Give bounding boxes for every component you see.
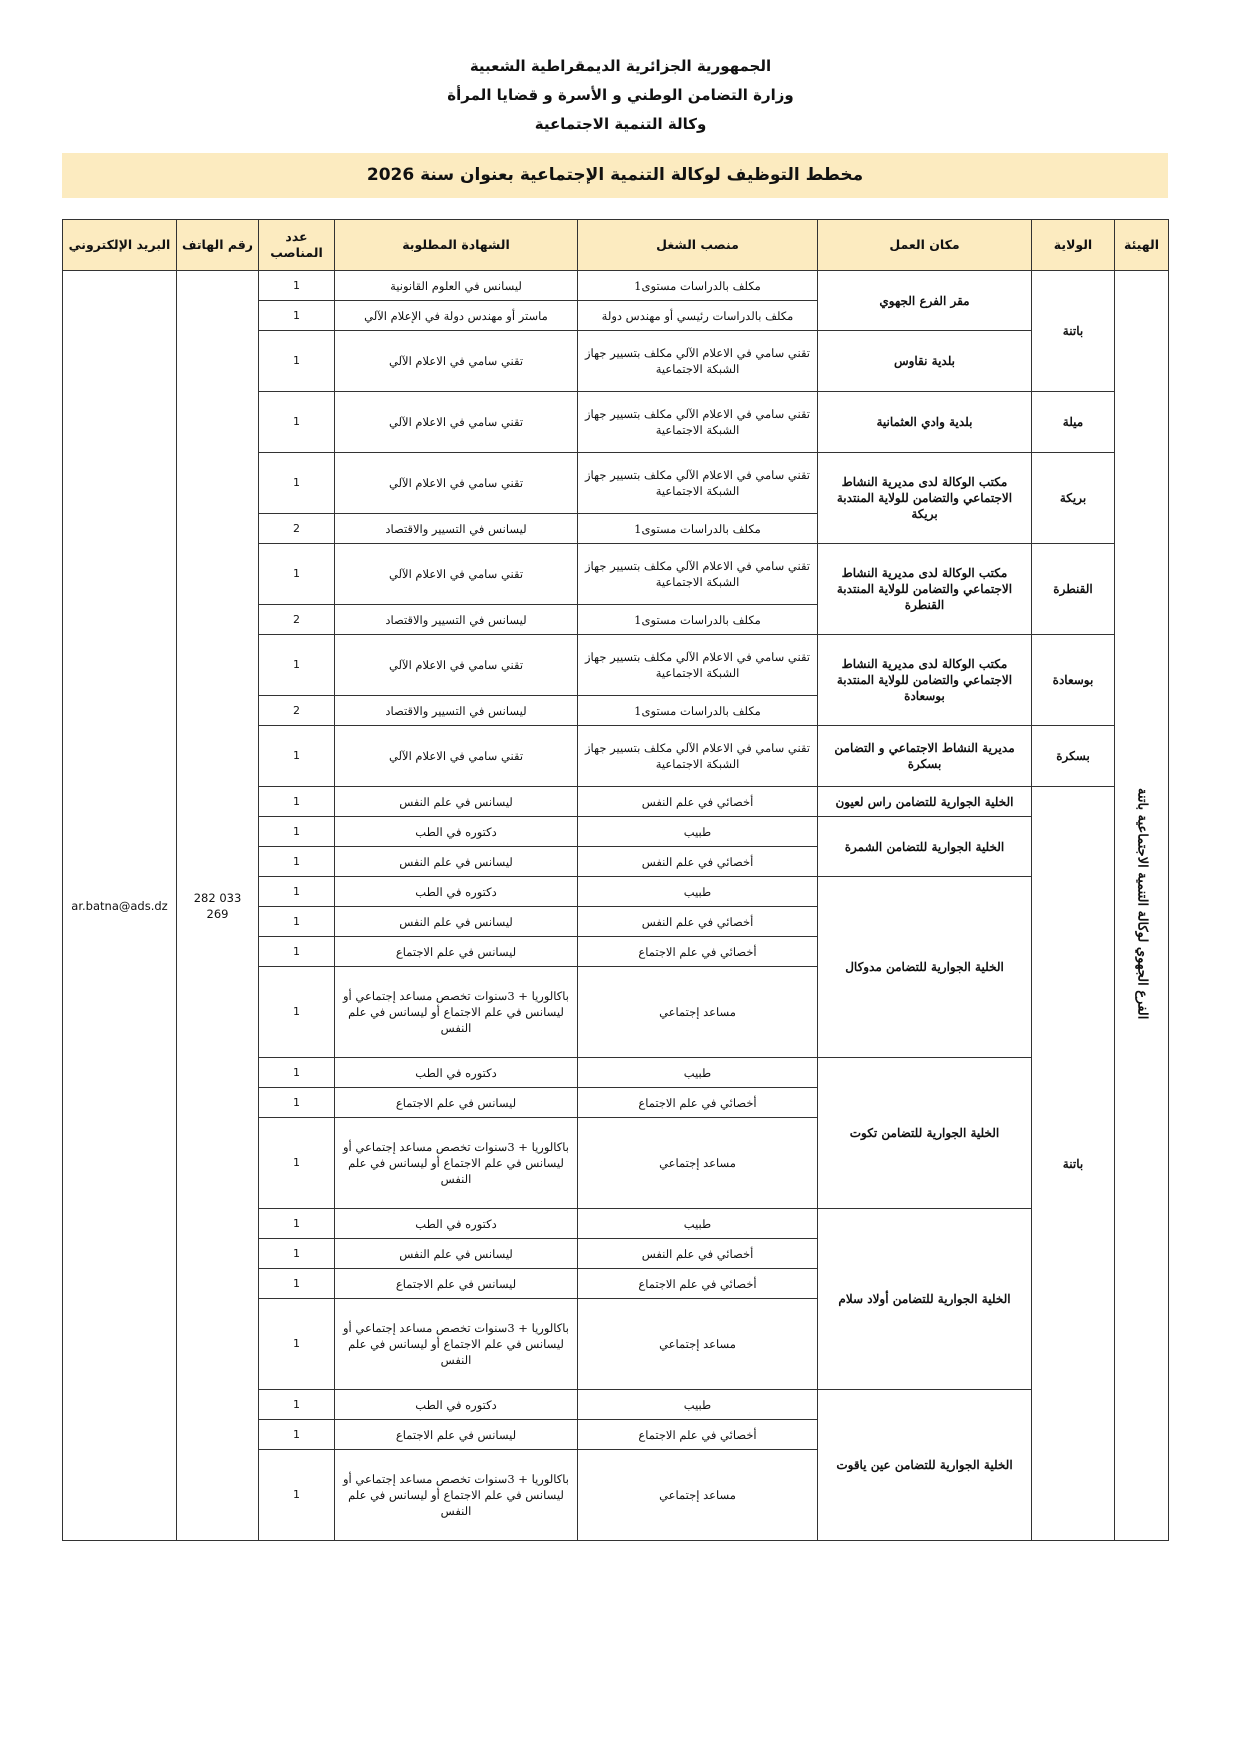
post-cell: طبيب [578, 1209, 818, 1239]
degree-cell: تقني سامي في الاعلام الآلي [335, 453, 578, 514]
count-cell: 1 [259, 1420, 335, 1450]
degree-cell: دكتوره في الطب [335, 1390, 578, 1420]
degree-cell: باكالوريا + 3سنوات تخصص مساعد إجتماعي أو ليسانس في علم الاجتماع أو ليسانس في علم النفس [335, 967, 578, 1058]
plan-title-banner: مخطط التوظيف لوكالة التنمية الإجتماعية بعنوان سنة 2026 [62, 153, 1168, 198]
count-cell: 1 [259, 635, 335, 696]
place-cell: الخلية الجوارية للتضامن عين ياقوت [818, 1390, 1032, 1541]
count-cell: 1 [259, 271, 335, 301]
place-cell: مكتب الوكالة لدى مديرية النشاط الاجتماعي والتضامن للولاية المنتدبة بوسعادة [818, 635, 1032, 726]
count-cell: 1 [259, 1450, 335, 1541]
table-header-row [63, 220, 1169, 271]
post-cell: مكلف بالدراسات مستوى1 [578, 514, 818, 544]
col-body: الهيئة [1115, 220, 1169, 271]
count-cell: 1 [259, 1209, 335, 1239]
place-cell: مكتب الوكالة لدى مديرية النشاط الاجتماعي والتضامن للولاية المنتدبة بريكة [818, 453, 1032, 544]
degree-cell: تقني سامي في الاعلام الآلي [335, 331, 578, 392]
count-cell: 1 [259, 967, 335, 1058]
post-cell: أخصائي في علم الاجتماع [578, 1420, 818, 1450]
wilaya-cell: ميلة [1032, 392, 1115, 453]
post-cell: مساعد إجتماعي [578, 1299, 818, 1390]
post-cell: طبيب [578, 877, 818, 907]
post-cell: مساعد إجتماعي [578, 1450, 818, 1541]
document-header [0, 52, 1241, 139]
post-cell: مساعد إجتماعي [578, 1118, 818, 1209]
col-degree: الشهادة المطلوبة [335, 220, 578, 271]
phone-cell: 033 282 269 [177, 271, 259, 1541]
post-cell: تقني سامي في الاعلام الآلي مكلف بتسيير جهاز الشبكة الاجتماعية [578, 544, 818, 605]
col-phone: رقم الهاتف [177, 220, 259, 271]
post-cell: تقني سامي في الاعلام الآلي مكلف بتسيير جهاز الشبكة الاجتماعية [578, 635, 818, 696]
degree-cell: ليسانس في علم النفس [335, 1239, 578, 1269]
count-cell: 1 [259, 453, 335, 514]
post-cell: تقني سامي في الاعلام الآلي مكلف بتسيير جهاز الشبكة الاجتماعية [578, 726, 818, 787]
count-cell: 1 [259, 1058, 335, 1088]
body-name: الفرع الجهوي لوكالة التنمية الاجتماعية باتنة [1134, 787, 1150, 1020]
post-cell: أخصائي في علم النفس [578, 847, 818, 877]
place-cell: الخلية الجوارية للتضامن مدوكال [818, 877, 1032, 1058]
count-cell: 1 [259, 1239, 335, 1269]
place-cell: الخلية الجوارية للتضامن تكوت [818, 1058, 1032, 1209]
degree-cell: ليسانس في علم الاجتماع [335, 1088, 578, 1118]
post-cell: طبيب [578, 1390, 818, 1420]
count-cell: 1 [259, 331, 335, 392]
wilaya-cell: بريكة [1032, 453, 1115, 544]
degree-cell: تقني سامي في الاعلام الآلي [335, 635, 578, 696]
post-cell: تقني سامي في الاعلام الآلي مكلف بتسيير جهاز الشبكة الاجتماعية [578, 392, 818, 453]
place-cell: الخلية الجوارية للتضامن أولاد سلام [818, 1209, 1032, 1390]
body-cell [1115, 271, 1169, 1541]
degree-cell: دكتوره في الطب [335, 877, 578, 907]
post-cell: تقني سامي في الاعلام الآلي مكلف بتسيير جهاز الشبكة الاجتماعية [578, 453, 818, 514]
count-cell: 1 [259, 1269, 335, 1299]
degree-cell: ليسانس في علم الاجتماع [335, 1269, 578, 1299]
count-cell: 1 [259, 1390, 335, 1420]
degree-cell: ليسانس في علم الاجتماع [335, 937, 578, 967]
degree-cell: ليسانس في التسيير والاقتصاد [335, 514, 578, 544]
count-cell: 1 [259, 1088, 335, 1118]
count-cell: 1 [259, 877, 335, 907]
count-cell: 1 [259, 1118, 335, 1209]
degree-cell: تقني سامي في الاعلام الآلي [335, 544, 578, 605]
wilaya-cell: بوسعادة [1032, 635, 1115, 726]
wilaya-cell: باتنة [1032, 271, 1115, 392]
col-place: مكان العمل [818, 220, 1032, 271]
degree-cell: دكتوره في الطب [335, 1058, 578, 1088]
place-cell: الخلية الجوارية للتضامن راس لعيون [818, 787, 1032, 817]
post-cell: أخصائي في علم الاجتماع [578, 1088, 818, 1118]
post-cell: طبيب [578, 817, 818, 847]
post-cell: مساعد إجتماعي [578, 967, 818, 1058]
degree-cell: ليسانس في علم النفس [335, 787, 578, 817]
place-cell: مديرية النشاط الاجتماعي و التضامن بسكرة [818, 726, 1032, 787]
count-cell: 1 [259, 726, 335, 787]
count-cell: 1 [259, 907, 335, 937]
header-agency: وكالة التنمية الاجتماعية [534, 115, 707, 133]
degree-cell: باكالوريا + 3سنوات تخصص مساعد إجتماعي أو ليسانس في علم الاجتماع أو ليسانس في علم النفس [335, 1450, 578, 1541]
place-cell: بلدية وادي العثمانية [818, 392, 1032, 453]
col-count: عدد المناصب [259, 220, 335, 271]
count-cell: 1 [259, 392, 335, 453]
degree-cell: ماستر أو مهندس دولة في الإعلام الآلي [335, 301, 578, 331]
count-cell: 1 [259, 817, 335, 847]
recruitment-table [62, 219, 1169, 1541]
header-ministry: وزارة التضامن الوطني و الأسرة و قضايا المرأة [447, 86, 794, 104]
post-cell: طبيب [578, 1058, 818, 1088]
wilaya-cell: بسكرة [1032, 726, 1115, 787]
degree-cell: ليسانس في التسيير والاقتصاد [335, 605, 578, 635]
place-cell: بلدية نقاوس [818, 331, 1032, 392]
degree-cell: تقني سامي في الاعلام الآلي [335, 726, 578, 787]
place-cell: مكتب الوكالة لدى مديرية النشاط الاجتماعي والتضامن للولاية المنتدبة القنطرة [818, 544, 1032, 635]
count-cell: 1 [259, 544, 335, 605]
post-cell: تقني سامي في الاعلام الآلي مكلف بتسيير جهاز الشبكة الاجتماعية [578, 331, 818, 392]
count-cell: 1 [259, 301, 335, 331]
post-cell: مكلف بالدراسات مستوى1 [578, 271, 818, 301]
degree-cell: باكالوريا + 3سنوات تخصص مساعد إجتماعي أو ليسانس في علم الاجتماع أو ليسانس في علم النفس [335, 1299, 578, 1390]
place-cell: مقر الفرع الجهوي [818, 271, 1032, 331]
count-cell: 2 [259, 605, 335, 635]
count-cell: 1 [259, 787, 335, 817]
post-cell: أخصائي في علم الاجتماع [578, 1269, 818, 1299]
count-cell: 1 [259, 1299, 335, 1390]
post-cell: مكلف بالدراسات رئيسي أو مهندس دولة [578, 301, 818, 331]
table-row [63, 271, 1169, 301]
post-cell: مكلف بالدراسات مستوى1 [578, 605, 818, 635]
wilaya-cell: القنطرة [1032, 544, 1115, 635]
degree-cell: باكالوريا + 3سنوات تخصص مساعد إجتماعي أو ليسانس في علم الاجتماع أو ليسانس في علم النفس [335, 1118, 578, 1209]
degree-cell: ليسانس في علم النفس [335, 847, 578, 877]
col-wilaya: الولاية [1032, 220, 1115, 271]
col-email: البريد الإلكتروني [63, 220, 177, 271]
count-cell: 1 [259, 937, 335, 967]
degree-cell: ليسانس في التسيير والاقتصاد [335, 696, 578, 726]
post-cell: أخصائي في علم النفس [578, 1239, 818, 1269]
col-post: منصب الشغل [578, 220, 818, 271]
header-republic: الجمهورية الجزائرية الديمقراطية الشعبية [469, 57, 772, 75]
count-cell: 2 [259, 514, 335, 544]
post-cell: أخصائي في علم الاجتماع [578, 937, 818, 967]
wilaya-cell: باتنة [1032, 787, 1115, 1541]
degree-cell: دكتوره في الطب [335, 1209, 578, 1239]
degree-cell: ليسانس في علم النفس [335, 907, 578, 937]
count-cell: 1 [259, 847, 335, 877]
post-cell: مكلف بالدراسات مستوى1 [578, 696, 818, 726]
degree-cell: ليسانس في علم الاجتماع [335, 1420, 578, 1450]
count-cell: 2 [259, 696, 335, 726]
degree-cell: دكتوره في الطب [335, 817, 578, 847]
email-cell: ar.batna@ads.dz [63, 271, 177, 1541]
degree-cell: تقني سامي في الاعلام الآلي [335, 392, 578, 453]
post-cell: أخصائي في علم النفس [578, 787, 818, 817]
post-cell: أخصائي في علم النفس [578, 907, 818, 937]
place-cell: الخلية الجوارية للتضامن الشمرة [818, 817, 1032, 877]
degree-cell: ليسانس في العلوم القانونية [335, 271, 578, 301]
